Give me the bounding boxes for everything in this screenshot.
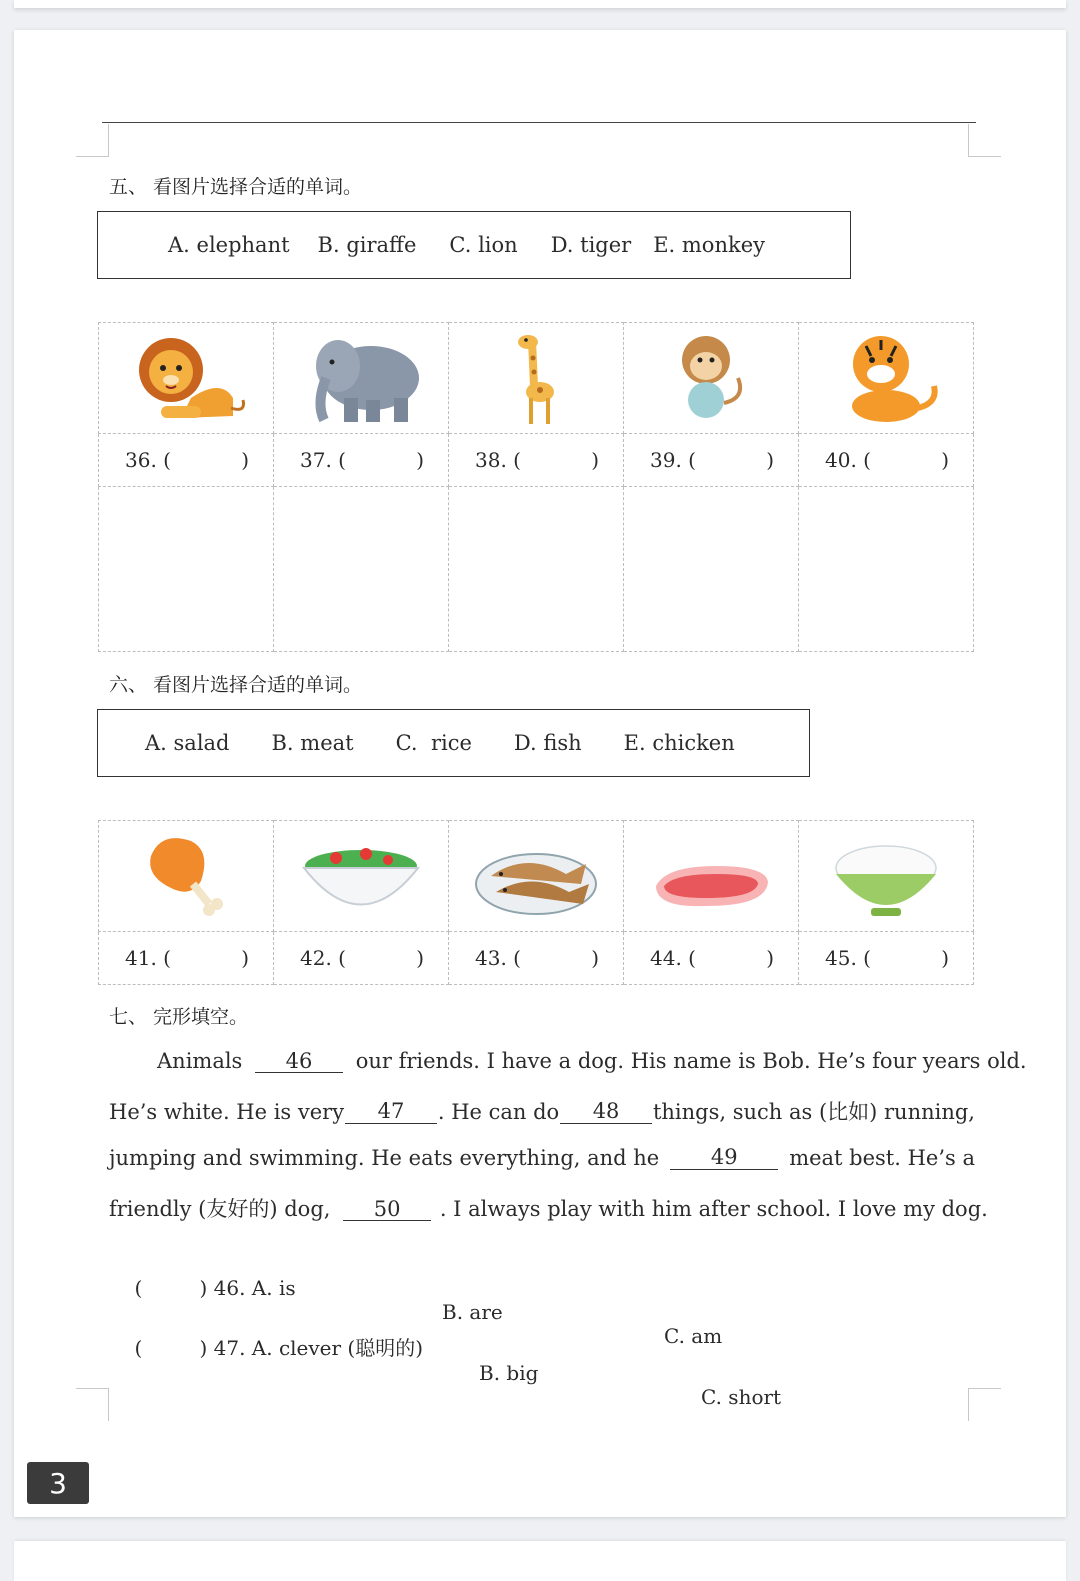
- answer-43[interactable]: [449, 932, 624, 985]
- cloze-text: things, such as (比如) running,: [652, 1100, 975, 1124]
- answer-37-label: 37. (: [300, 448, 346, 472]
- giraffe-cell: [449, 323, 624, 434]
- blank-46[interactable]: 46: [255, 1051, 343, 1073]
- next-page-edge: [14, 1541, 1066, 1581]
- blank-49[interactable]: 49: [670, 1147, 778, 1170]
- monkey-cell: [624, 323, 799, 434]
- blank-cell: [449, 487, 624, 652]
- answer-36-close: ): [241, 448, 249, 472]
- giraffe-icon: [496, 328, 576, 428]
- answer-36[interactable]: [99, 434, 274, 487]
- answer-44-label: 44. (: [650, 946, 696, 970]
- answer-39-close: ): [766, 448, 774, 472]
- section-5-picture-grid: [98, 322, 974, 652]
- cloze-text: meat best. He’s a: [789, 1146, 975, 1170]
- elephant-icon: [296, 328, 426, 428]
- blank-50[interactable]: 50: [343, 1199, 431, 1221]
- answer-45-label: 45. (: [825, 946, 871, 970]
- blank-cell: [99, 487, 274, 652]
- blank-47[interactable]: 47: [345, 1101, 437, 1124]
- answer-45-close: ): [941, 946, 949, 970]
- section-5-word-box: [97, 211, 851, 279]
- cloze-text: Animals: [157, 1049, 243, 1073]
- answer-37[interactable]: [274, 434, 449, 487]
- option-a: A. salad: [145, 731, 230, 755]
- section-5-title: 五、 看图片选择合适的单词。: [109, 176, 363, 198]
- crop-mark-bottom-right: [968, 1388, 1001, 1421]
- blank-cell: [624, 487, 799, 652]
- cloze-text: . He can do: [437, 1100, 560, 1124]
- section-6-title: 六、 看图片选择合适的单词。: [109, 674, 363, 696]
- page-number-badge: 3: [27, 1462, 89, 1504]
- answer-41[interactable]: [99, 932, 274, 985]
- question-46-option-c[interactable]: C. am: [664, 1324, 723, 1348]
- question-46-option-b[interactable]: B. are: [442, 1300, 503, 1324]
- answer-42-close: ): [416, 946, 424, 970]
- page-content: [14, 30, 1066, 1517]
- fish-cell: [449, 821, 624, 932]
- option-e: E. monkey: [653, 233, 765, 257]
- question-46-option-a[interactable]: ( ) 46. A. is: [134, 1276, 296, 1300]
- answer-45[interactable]: [799, 932, 974, 985]
- meat-icon: [646, 826, 776, 926]
- answer-38[interactable]: [449, 434, 624, 487]
- cloze-text: our friends. I have a dog. His name is Bob. He’s four years old.: [355, 1049, 1027, 1073]
- answer-40[interactable]: [799, 434, 974, 487]
- section-7-title: 七、 完形填空。: [109, 1006, 249, 1028]
- answer-38-close: ): [591, 448, 599, 472]
- crop-mark-top-right: [968, 124, 1001, 157]
- option-b: B. giraffe: [317, 233, 417, 257]
- tiger-icon: [826, 328, 946, 428]
- salad-cell: [274, 821, 449, 932]
- answer-39-label: 39. (: [650, 448, 696, 472]
- tiger-cell: [799, 323, 974, 434]
- cloze-line-2: [109, 1101, 975, 1124]
- answer-39[interactable]: [624, 434, 799, 487]
- answer-36-label: 36. (: [125, 448, 171, 472]
- question-47-option-b[interactable]: B. big: [479, 1361, 539, 1385]
- header-rule: [102, 122, 976, 123]
- option-c: C. lion: [449, 233, 518, 257]
- fish-plate-icon: [471, 826, 601, 926]
- answer-44[interactable]: [624, 932, 799, 985]
- answer-43-close: ): [591, 946, 599, 970]
- lion-cell: [99, 323, 274, 434]
- section-6-word-box: [97, 709, 810, 777]
- crop-mark-top-left: [76, 124, 109, 157]
- answer-41-label: 41. (: [125, 946, 171, 970]
- crop-mark-bottom-left: [76, 1388, 109, 1421]
- chicken-cell: [99, 821, 274, 932]
- rice-cell: [799, 821, 974, 932]
- option-a: A. elephant: [168, 233, 290, 257]
- blank-cell: [799, 487, 974, 652]
- lion-icon: [121, 328, 251, 428]
- cloze-line-1: [109, 1049, 1027, 1073]
- monkey-icon: [666, 328, 756, 428]
- option-c: C. rice: [395, 731, 472, 755]
- answer-38-label: 38. (: [475, 448, 521, 472]
- answer-43-label: 43. (: [475, 946, 521, 970]
- chicken-leg-icon: [131, 826, 241, 926]
- blank-48[interactable]: 48: [560, 1101, 652, 1124]
- answer-42[interactable]: [274, 932, 449, 985]
- cloze-line-3: [109, 1147, 975, 1170]
- previous-page-edge: [14, 0, 1066, 8]
- option-d: D. tiger: [550, 233, 632, 257]
- rice-bowl-icon: [826, 826, 946, 926]
- blank-cell: [274, 487, 449, 652]
- cloze-text: jumping and swimming. He eats everything, and he: [109, 1146, 660, 1170]
- answer-44-close: ): [766, 946, 774, 970]
- section-6-picture-grid: [98, 820, 974, 985]
- answer-37-close: ): [416, 448, 424, 472]
- cloze-text: He’s white. He is very: [109, 1100, 345, 1124]
- answer-42-label: 42. (: [300, 946, 346, 970]
- question-47-option-a[interactable]: ( ) 47. A. clever (聪明的): [134, 1336, 424, 1360]
- option-d: D. fish: [513, 731, 582, 755]
- salad-bowl-icon: [296, 826, 426, 926]
- answer-40-close: ): [941, 448, 949, 472]
- meat-cell: [624, 821, 799, 932]
- question-47-option-c[interactable]: C. short: [701, 1385, 782, 1409]
- cloze-text: . I always play with him after school. I love my dog.: [439, 1197, 988, 1221]
- option-e: E. chicken: [623, 731, 735, 755]
- elephant-cell: [274, 323, 449, 434]
- answer-41-close: ): [241, 946, 249, 970]
- answer-40-label: 40. (: [825, 448, 871, 472]
- cloze-line-4: [109, 1197, 988, 1221]
- option-b: B. meat: [271, 731, 354, 755]
- cloze-text: friendly (友好的) dog,: [109, 1197, 331, 1221]
